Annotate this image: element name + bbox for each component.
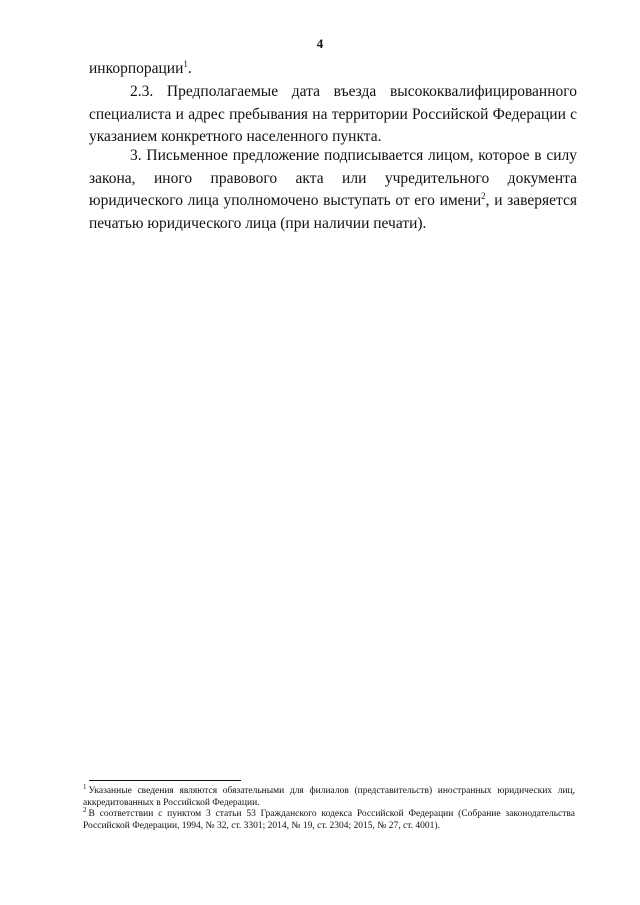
page-number: 4	[316, 36, 324, 51]
footnote-ref-2: 2	[481, 191, 486, 201]
paragraph-text-before: 3. Письменное предложение подписывается лицом, которое в силу закона, иного правового акта или учредительного документа юридического лица уполномочено выступать от его имени	[89, 147, 577, 209]
paragraph-text-after: , и заверяется печатью юридического лица (при наличии печати).	[89, 192, 577, 232]
footnote-mark: 1	[83, 783, 87, 791]
paragraph-continuation	[89, 58, 577, 81]
footnote-1	[83, 783, 575, 809]
paragraph-tail: .	[187, 60, 192, 77]
footnote-separator	[89, 780, 241, 781]
paragraph-text: 2.3. Предполагаемые дата въезда высококвалифицированного специалиста и адрес пребывания на территории Российской Федерации с указанием конкретного населенного пункта.	[89, 83, 577, 145]
paragraph-text: инкорпорации	[89, 60, 184, 77]
footnote-mark: 2	[83, 806, 87, 815]
footnote-text: Указанные сведения являются обязательными для филиалов (представительств) иностранных юридических лиц, аккредитованных в Российской Федерации.	[83, 786, 575, 808]
footnotes	[83, 783, 575, 832]
footnote-2	[83, 806, 575, 832]
footnote-text: В соответствии с пунктом 3 статьи 53 Гражданского кодекса Российской Федерации (Собрание законодательства Российской Федерации, 1994, № 32, ст. 3301; 2014, № 19, ст. 2304; 2015, № 27, ст. 4001).	[83, 809, 575, 831]
paragraph-3	[89, 145, 577, 235]
footnote-ref-1: 1	[183, 59, 188, 69]
paragraph-2-3	[89, 81, 577, 149]
